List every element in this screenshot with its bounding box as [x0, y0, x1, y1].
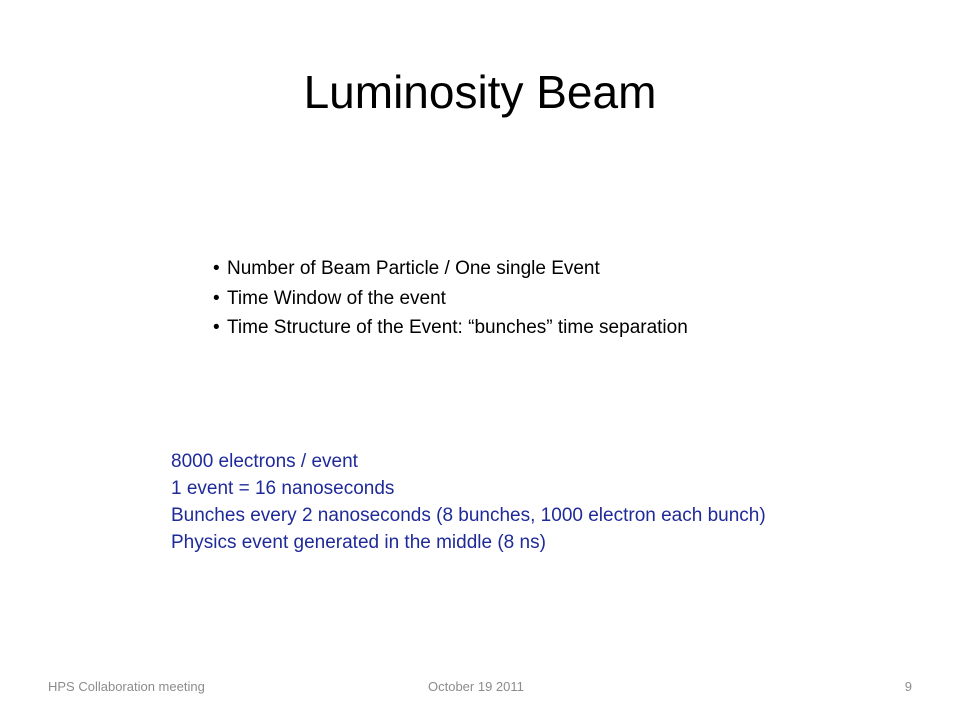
detail-line: 1 event = 16 nanoseconds: [171, 478, 395, 499]
page-number: 9: [904, 679, 912, 694]
bullet-text: Time Structure of the Event: “bunches” time separation: [227, 317, 688, 338]
slide-title: Luminosity Beam: [303, 66, 657, 118]
bullet-list: [213, 254, 688, 343]
bullet-glyph: •: [213, 317, 220, 338]
detail-line: Bunches every 2 nanoseconds (8 bunches, 1000 electron each bunch): [171, 505, 766, 526]
bullet-item: [213, 313, 688, 343]
details-block: [171, 448, 766, 556]
detail-line: Physics event generated in the middle (8 ns): [171, 532, 546, 553]
bullet-item: [213, 284, 688, 314]
bullet-text: Time Window of the event: [227, 287, 446, 309]
bullet-text: Number of Beam Particle / One single Event: [227, 258, 600, 279]
bullet-item: [213, 254, 688, 284]
footer-left: HPS Collaboration meeting: [48, 679, 205, 694]
detail-line: 8000 electrons / event: [171, 451, 358, 472]
bullet-glyph: •: [213, 258, 220, 279]
bullet-glyph: •: [213, 287, 220, 309]
footer-date: October 19 2011: [428, 679, 524, 694]
